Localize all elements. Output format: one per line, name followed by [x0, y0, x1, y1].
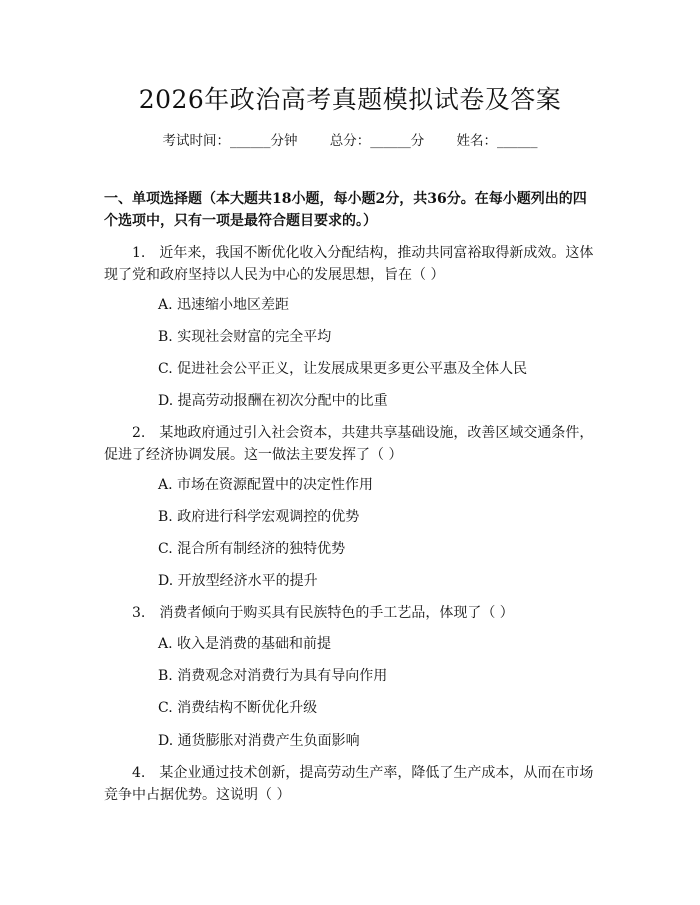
- question-option: C. 消费结构不断优化升级: [158, 700, 318, 716]
- question-option: B. 消费观念对消费行为具有导向作用: [158, 668, 388, 684]
- page-title: 2026年政治高考真题模拟试卷及答案: [138, 85, 562, 114]
- question-option: C. 促进社会公平正义，让发展成果更多更公平惠及全体人民: [158, 361, 528, 377]
- question-stem: 4. 某企业通过技术创新，提高劳动生产率，降低了生产成本，从而在市场竞争中占据优势。这说明（ ）: [104, 765, 594, 803]
- question-stem: 2. 某地政府通过引入社会资本，共建共享基础设施，改善区域交通条件，促进了经济协调发展。这一做法主要发挥了（ ）: [104, 425, 594, 463]
- section-heading: 一、单项选择题（本大题共18小题，每小题2分，共36分。在每小题列出的四个选项中，只有一项是最符合题目要求的。）: [104, 191, 587, 229]
- question-option: D. 提高劳动报酬在初次分配中的比重: [158, 393, 388, 409]
- question-option: A. 收入是消费的基础和前提: [158, 636, 332, 652]
- question-option: A. 市场在资源配置中的决定性作用: [158, 477, 374, 493]
- question-option: A. 迅速缩小地区差距: [158, 297, 290, 313]
- question-stem: 3. 消费者倾向于购买具有民族特色的手工艺品，体现了（ ）: [132, 605, 514, 621]
- total-score-field: 总分：______分: [329, 133, 425, 149]
- question-stem: 1. 近年来，我国不断优化收入分配结构，推动共同富裕取得新成效。这体现了党和政府坚持以人民为中心的发展思想，旨在（ ）: [104, 245, 594, 283]
- question-option: B. 实现社会财富的完全平均: [158, 329, 332, 345]
- question-option: C. 混合所有制经济的独特优势: [158, 541, 346, 557]
- question-option: B. 政府进行科学宏观调控的优势: [158, 509, 360, 525]
- exam-time-field: 考试时间：______分钟: [162, 133, 298, 149]
- question-option: D. 通货膨胀对消费产生负面影响: [158, 733, 360, 749]
- student-name-field: 姓名：______: [456, 133, 538, 149]
- question-option: D. 开放型经济水平的提升: [158, 573, 318, 589]
- exam-meta: [0, 131, 700, 151]
